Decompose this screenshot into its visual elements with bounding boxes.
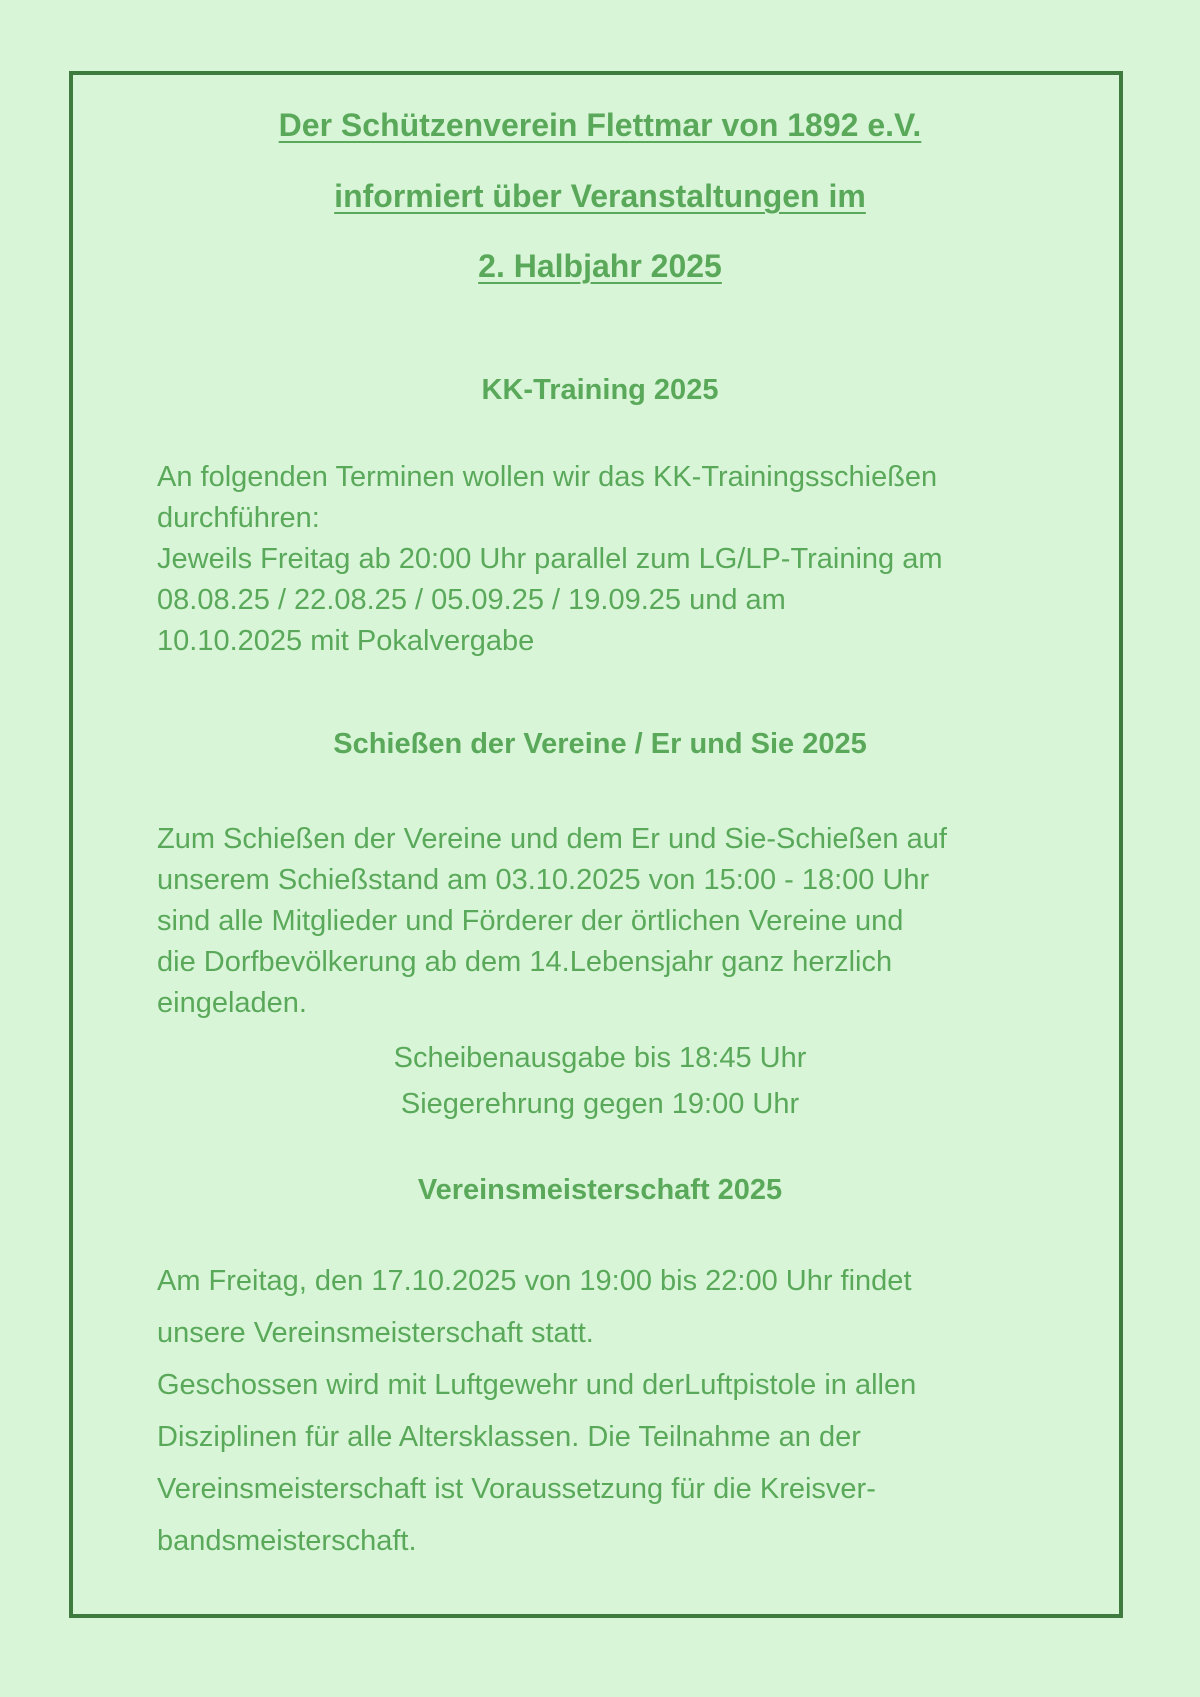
vereine-text — [157, 819, 1057, 1024]
text-line: unserem Schießstand am 03.10.2025 von 15:00 - 18:00 Uhr — [157, 864, 930, 896]
vereinsmeisterschaft-text — [157, 1255, 1057, 1567]
title-line-1: Der Schützenverein Flettmar von 1892 e.V. — [278, 107, 922, 143]
scheibenausgabe-time: Scheibenausgabe bis 18:45 Uhr — [393, 1042, 807, 1074]
title-line-2: informiert über Veranstaltungen im — [334, 178, 866, 214]
kk-training-heading: KK-Training 2025 — [481, 374, 719, 406]
text-line: unsere Vereinsmeisterschaft statt. — [157, 1317, 594, 1349]
text-line: bandsmeisterschaft. — [157, 1525, 417, 1557]
text-line: die Dorfbevölkerung ab dem 14.Lebensjahr ganz herzlich — [157, 946, 893, 978]
text-line: Am Freitag, den 17.10.2025 von 19:00 bis 22:00 Uhr findet — [157, 1265, 912, 1297]
text-line: eingeladen. — [157, 987, 307, 1019]
text-line: Disziplinen für alle Altersklassen. Die Teilnahme an der — [157, 1421, 861, 1453]
text-line: Jeweils Freitag ab 20:00 Uhr parallel zum LG/LP-Training am — [157, 543, 943, 575]
kk-training-text — [157, 457, 1057, 662]
text-line: 10.10.2025 mit Pokalvergabe — [157, 625, 535, 657]
text-line: 08.08.25 / 22.08.25 / 05.09.25 / 19.09.25 und am — [157, 584, 786, 616]
vereinsmeisterschaft-heading: Vereinsmeisterschaft 2025 — [417, 1174, 783, 1206]
text-line: Zum Schießen der Vereine und dem Er und Sie-Schießen auf — [157, 823, 947, 855]
text-line: An folgenden Terminen wollen wir das KK-Trainingsschießen — [157, 461, 938, 493]
vereine-heading: Schießen der Vereine / Er und Sie 2025 — [333, 728, 867, 760]
siegerehrung-time: Siegerehrung gegen 19:00 Uhr — [400, 1088, 800, 1120]
text-line: durchführen: — [157, 502, 320, 534]
text-line: sind alle Mitglieder und Förderer der örtlichen Vereine und — [157, 905, 904, 937]
text-line: Geschossen wird mit Luftgewehr und derLuftpistole in allen — [157, 1369, 917, 1401]
title-line-3: 2. Halbjahr 2025 — [478, 248, 722, 284]
text-line: Vereinsmeisterschaft ist Voraussetzung für die Kreisver- — [157, 1473, 876, 1505]
